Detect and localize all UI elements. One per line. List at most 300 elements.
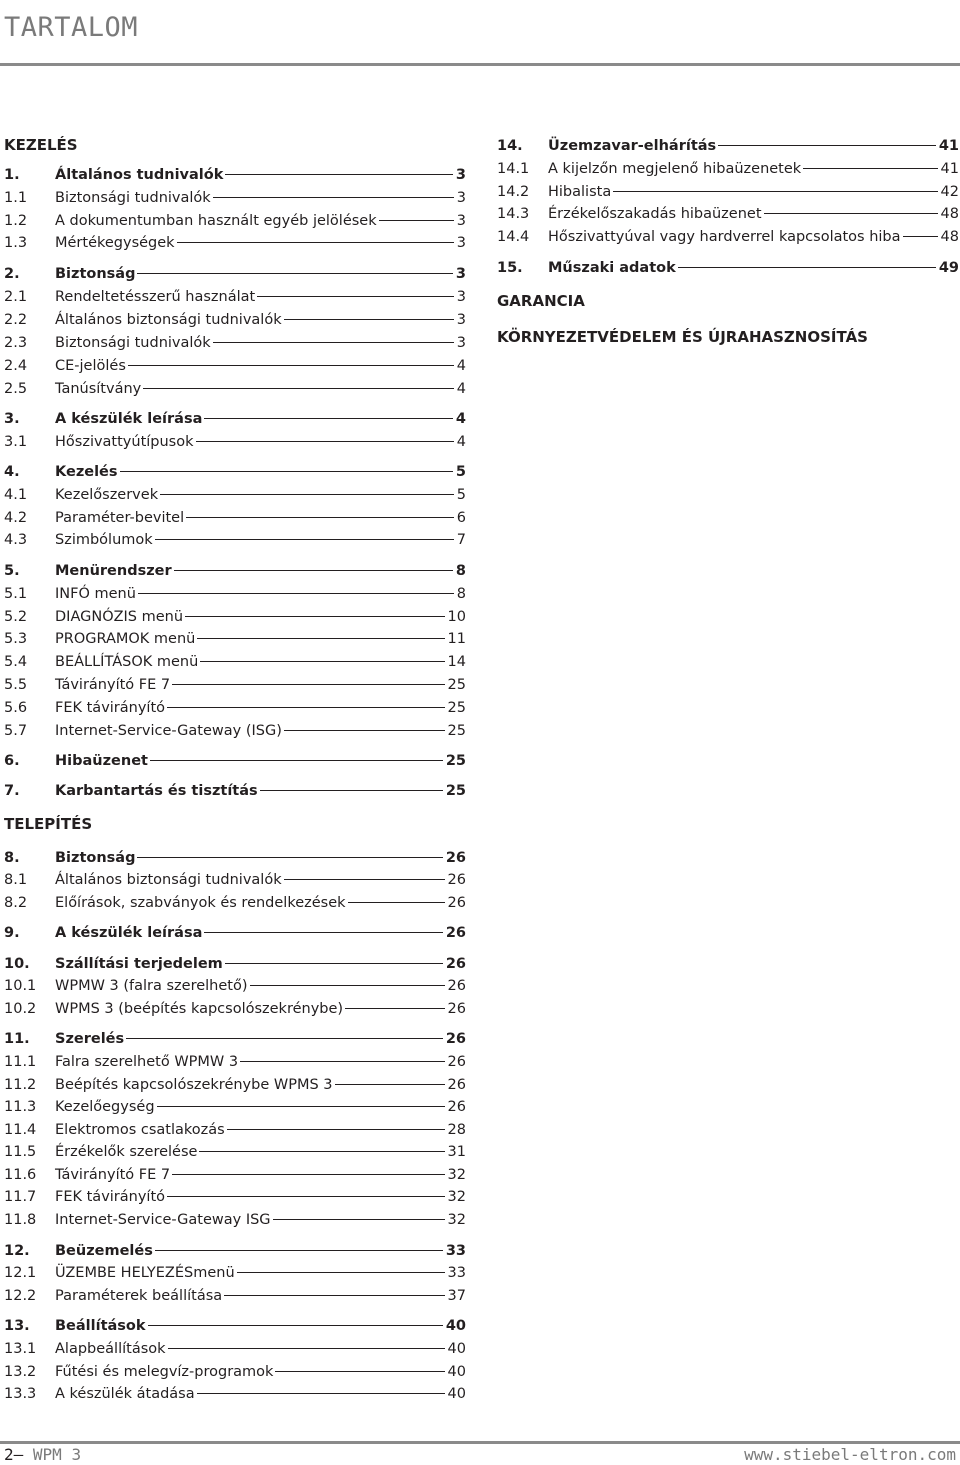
toc-entry-body [55, 1209, 466, 1231]
toc-entry-title: Előírások, szabványok és rendelkezések [55, 895, 346, 911]
toc-entry-title: CE-jelölés [55, 358, 126, 374]
toc-entry[interactable] [4, 1141, 466, 1163]
toc-entry-body [548, 257, 959, 279]
toc-entry-title: ÜZEMBE HELYEZÉSmenü [55, 1265, 235, 1281]
toc-entry-page: 25 [445, 783, 466, 799]
toc-entry[interactable] [4, 286, 466, 308]
toc-entry[interactable] [497, 158, 959, 180]
toc-entry-number: 2.2 [4, 312, 28, 328]
toc-entry[interactable] [4, 431, 466, 453]
toc-entry-title: FEK távirányító [55, 1189, 166, 1205]
toc-leader-line [240, 1061, 444, 1062]
toc-leader-line [213, 197, 454, 198]
toc-entry-number: 13.1 [4, 1341, 37, 1357]
toc-leader-line [155, 539, 454, 540]
toc-leader-line [167, 707, 445, 708]
toc-entry[interactable] [4, 355, 466, 377]
toc-entry[interactable] [4, 1209, 466, 1231]
toc-entry-number: 3.1 [4, 434, 28, 450]
toc-entry-body [55, 529, 466, 551]
toc-leader-line [284, 319, 454, 320]
toc-section-heading[interactable]: KÖRNYEZETVÉDELEM ÉS ÚJRAHASZNOSÍTÁS [497, 328, 868, 346]
toc-leader-line [137, 857, 442, 858]
toc-entry-body [548, 203, 959, 225]
toc-entry-number: 11.3 [4, 1099, 37, 1115]
toc-entry-number: 1.2 [4, 213, 28, 229]
toc-entry[interactable] [4, 1315, 466, 1337]
page-title: TARTALOM [4, 12, 139, 43]
toc-entry-page: 33 [445, 1243, 466, 1259]
toc-entry[interactable] [4, 1051, 466, 1073]
toc-entry-page: 3 [456, 190, 466, 206]
toc-entry-page: 3 [455, 266, 466, 282]
title-divider [0, 63, 960, 66]
toc-entry-body [55, 1338, 466, 1360]
toc-section-heading[interactable]: KEZELÉS [4, 136, 78, 154]
toc-leader-line [186, 517, 454, 518]
toc-section-heading[interactable]: GARANCIA [497, 292, 585, 310]
toc-leader-line [237, 1272, 445, 1273]
toc-entry-page: 41 [940, 161, 959, 177]
toc-entry[interactable] [4, 332, 466, 354]
toc-entry-number: 4.1 [4, 487, 28, 503]
toc-entry-body [55, 651, 466, 673]
toc-entry-body [55, 232, 466, 254]
toc-entry-number: 5.3 [4, 631, 28, 647]
toc-leader-line [177, 242, 454, 243]
toc-leader-line [172, 1174, 444, 1175]
toc-entry-number: 5.5 [4, 677, 28, 693]
toc-entry-body [55, 378, 466, 400]
toc-leader-line [128, 365, 454, 366]
toc-entry-title: Hőszivattyútípusok [55, 434, 194, 450]
toc-entry-page: 40 [445, 1318, 466, 1334]
toc-entry[interactable] [497, 257, 959, 279]
toc-entry-body [548, 135, 959, 157]
toc-entry-title: PROGRAMOK menü [55, 631, 196, 647]
footer-page-info [4, 1445, 81, 1464]
toc-leader-line [143, 388, 454, 389]
toc-entry[interactable] [4, 1240, 466, 1262]
toc-entry-number: 11.1 [4, 1054, 37, 1070]
toc-leader-line [204, 932, 442, 933]
toc-entry-body [55, 1028, 466, 1050]
toc-entry[interactable] [4, 720, 466, 742]
toc-leader-line [225, 963, 443, 964]
toc-entry-page: 26 [445, 925, 466, 941]
toc-entry-page: 32 [447, 1189, 466, 1205]
toc-section-heading[interactable]: TELEPÍTÉS [4, 815, 93, 833]
toc-entry-page: 5 [455, 464, 466, 480]
toc-entry-page: 26 [447, 1001, 466, 1017]
toc-entry-title: Biztonság [55, 850, 136, 866]
toc-entry-page: 4 [455, 411, 466, 427]
toc-entry-body [55, 286, 466, 308]
toc-entry-number: 3. [4, 411, 20, 427]
toc-entry-number: 11.4 [4, 1122, 37, 1138]
toc-entry-title: FEK távirányító [55, 700, 166, 716]
toc-entry-page: 32 [447, 1212, 466, 1228]
toc-entry-body [55, 1285, 466, 1307]
toc-entry[interactable] [4, 461, 466, 483]
toc-leader-line [225, 174, 453, 175]
toc-entry-body [55, 187, 466, 209]
toc-entry[interactable] [4, 1164, 466, 1186]
toc-entry-title: BEÁLLÍTÁSOK menü [55, 654, 199, 670]
toc-leader-line [137, 273, 452, 274]
toc-entry-page: 3 [456, 213, 466, 229]
toc-entry[interactable] [497, 181, 959, 203]
toc-entry-number: 11.7 [4, 1189, 37, 1205]
toc-leader-line [168, 1348, 445, 1349]
toc-leader-line [284, 730, 445, 731]
toc-entry-number: 1.3 [4, 235, 28, 251]
toc-leader-line [199, 1151, 444, 1152]
toc-entry-page: 3 [455, 167, 466, 183]
toc-entry-page: 41 [938, 138, 959, 154]
toc-entry-body [548, 226, 959, 248]
toc-entry-body [55, 975, 466, 997]
toc-entry-number: 8.2 [4, 895, 28, 911]
toc-entry-body [55, 1383, 466, 1405]
toc-entry-body [55, 953, 466, 975]
toc-entry[interactable] [4, 697, 466, 719]
toc-entry-title: Távirányító FE 7 [55, 677, 171, 693]
toc-leader-line [718, 145, 936, 146]
toc-leader-line [379, 220, 454, 221]
toc-entry-title: A készülék átadása [55, 1386, 195, 1402]
toc-entry-page: 10 [447, 609, 466, 625]
toc-leader-line [155, 1250, 443, 1251]
toc-entry-title: WPMW 3 (falra szerelhető) [55, 978, 248, 994]
toc-entry-page: 3 [456, 289, 466, 305]
toc-entry[interactable] [4, 187, 466, 209]
toc-entry-body [55, 1141, 466, 1163]
toc-entry-page: 48 [940, 229, 959, 245]
toc-leader-line [120, 471, 453, 472]
footer-url[interactable]: www.stiebel-eltron.com [744, 1445, 956, 1464]
toc-entry-page: 4 [456, 434, 466, 450]
toc-entry[interactable] [4, 263, 466, 285]
toc-entry-number: 5.7 [4, 723, 28, 739]
toc-entry[interactable] [4, 628, 466, 650]
toc-entry[interactable] [4, 1285, 466, 1307]
toc-entry-page: 32 [447, 1167, 466, 1183]
toc-entry-page: 37 [447, 1288, 466, 1304]
toc-entry-number: 10.2 [4, 1001, 37, 1017]
toc-entry-number: 2.1 [4, 289, 28, 305]
toc-entry-page: 14 [447, 654, 466, 670]
toc-entry-title: A dokumentumban használt egyéb jelölések [55, 213, 377, 229]
toc-entry[interactable] [4, 484, 466, 506]
toc-entry-title: Kezelés [55, 464, 118, 480]
toc-entry-title: Menürendszer [55, 563, 172, 579]
toc-leader-line [335, 1084, 445, 1085]
toc-entry-title: Hibalista [548, 184, 612, 200]
toc-entry-page: 49 [938, 260, 959, 276]
toc-entry[interactable] [4, 674, 466, 696]
toc-leader-line [213, 342, 454, 343]
toc-entry-page: 40 [447, 1386, 466, 1402]
toc-leader-line [224, 1295, 444, 1296]
toc-entry-title: Általános biztonsági tudnivalók [55, 312, 282, 328]
toc-entry-title: A készülék leírása [55, 411, 203, 427]
toc-entry-body [55, 922, 466, 944]
toc-leader-line [348, 902, 445, 903]
toc-entry[interactable] [497, 203, 959, 225]
toc-leader-line [160, 494, 454, 495]
toc-entry-page: 31 [447, 1144, 466, 1160]
toc-entry-number: 12.2 [4, 1288, 37, 1304]
toc-entry-page: 48 [940, 206, 959, 222]
toc-entry-title: Érzékelők szerelése [55, 1144, 198, 1160]
toc-entry[interactable] [4, 507, 466, 529]
toc-entry-body [55, 1315, 466, 1337]
toc-entry[interactable] [4, 164, 466, 186]
toc-entry-body [55, 720, 466, 742]
toc-entry-number: 14.2 [497, 184, 530, 200]
toc-entry[interactable] [4, 378, 466, 400]
toc-entry-number: 13.2 [4, 1364, 37, 1380]
toc-entry-page: 8 [455, 563, 466, 579]
toc-entry-body [55, 1361, 466, 1383]
toc-entry-body [55, 355, 466, 377]
toc-entry-body [55, 697, 466, 719]
toc-entry[interactable] [4, 1383, 466, 1405]
toc-entry-title: Távirányító FE 7 [55, 1167, 171, 1183]
toc-entry[interactable] [4, 309, 466, 331]
toc-entry-page: 11 [447, 631, 466, 647]
toc-entry-body [55, 1119, 466, 1141]
toc-entry[interactable] [4, 1096, 466, 1118]
toc-entry-body [55, 431, 466, 453]
toc-entry-page: 26 [445, 850, 466, 866]
toc-entry[interactable] [497, 135, 959, 157]
toc-entry-title: Kezelőegység [55, 1099, 155, 1115]
toc-entry-body [55, 998, 466, 1020]
toc-entry-body [55, 461, 466, 483]
footer-divider [0, 1441, 960, 1444]
toc-entry-number: 4.3 [4, 532, 28, 548]
toc-entry-body [55, 583, 466, 605]
toc-entry[interactable] [4, 998, 466, 1020]
toc-entry-body [55, 507, 466, 529]
toc-entry-number: 11.8 [4, 1212, 37, 1228]
toc-entry-page: 7 [456, 532, 466, 548]
toc-leader-line [250, 985, 445, 986]
toc-entry[interactable] [4, 210, 466, 232]
toc-leader-line [150, 760, 443, 761]
toc-entry[interactable] [4, 892, 466, 914]
toc-entry-number: 13.3 [4, 1386, 37, 1402]
toc-entry-page: 8 [456, 586, 466, 602]
toc-leader-line [174, 570, 453, 571]
toc-entry[interactable] [4, 1186, 466, 1208]
toc-leader-line [196, 441, 454, 442]
toc-entry-number: 10. [4, 956, 30, 972]
toc-entry-body [55, 1164, 466, 1186]
toc-entry-title: Internet-Service-Gateway ISG [55, 1212, 271, 1228]
toc-leader-line [197, 638, 444, 639]
toc-entry[interactable] [4, 975, 466, 997]
toc-entry[interactable] [4, 780, 466, 802]
toc-entry[interactable] [4, 651, 466, 673]
footer-document-name: WPM 3 [23, 1445, 82, 1464]
toc-entry-title: A készülék leírása [55, 925, 203, 941]
toc-entry[interactable] [4, 1361, 466, 1383]
toc-entry-title: Beépítés kapcsolószekrénybe WPMS 3 [55, 1077, 333, 1093]
toc-entry[interactable] [4, 1028, 466, 1050]
toc-entry-title: Szerelés [55, 1031, 125, 1047]
toc-entry-number: 5.6 [4, 700, 28, 716]
toc-entry-title: Általános tudnivalók [55, 167, 224, 183]
toc-entry-body [55, 263, 466, 285]
toc-entry[interactable] [4, 869, 466, 891]
toc-entry-body [55, 606, 466, 628]
toc-leader-line [803, 168, 937, 169]
toc-leader-line [148, 1325, 443, 1326]
toc-entry-body [55, 1074, 466, 1096]
toc-entry-title: DIAGNÓZIS menü [55, 609, 184, 625]
toc-entry-body [55, 628, 466, 650]
toc-leader-line [345, 1008, 444, 1009]
toc-entry-number: 14.3 [497, 206, 530, 222]
toc-entry-title: Általános biztonsági tudnivalók [55, 872, 282, 888]
toc-leader-line [197, 1393, 445, 1394]
toc-entry-title: Üzemzavar-elhárítás [548, 138, 717, 154]
toc-entry-title: Hibaüzenet [55, 753, 148, 769]
toc-entry-number: 13. [4, 1318, 30, 1334]
toc-entry[interactable] [4, 606, 466, 628]
toc-leader-line [764, 213, 938, 214]
toc-entry-title: INFÓ menü [55, 586, 136, 602]
toc-entry-body [55, 309, 466, 331]
toc-entry-title: A kijelzőn megjelenő hibaüzenetek [548, 161, 802, 177]
toc-entry-title: Paraméterek beállítása [55, 1288, 223, 1304]
toc-entry-number: 2.4 [4, 358, 28, 374]
toc-entry[interactable] [4, 232, 466, 254]
toc-entry-number: 5.2 [4, 609, 28, 625]
toc-leader-line [260, 790, 443, 791]
toc-entry[interactable] [4, 953, 466, 975]
toc-entry-page: 26 [447, 1099, 466, 1115]
toc-entry-title: Kezelőszervek [55, 487, 159, 503]
toc-entry-title: Biztonság [55, 266, 136, 282]
toc-entry-title: Beüzemelés [55, 1243, 153, 1259]
toc-entry-title: Beállítások [55, 1318, 146, 1334]
toc-entry-body [55, 332, 466, 354]
toc-entry-page: 25 [445, 753, 466, 769]
toc-entry-number: 1.1 [4, 190, 28, 206]
toc-entry[interactable] [4, 847, 466, 869]
toc-entry-body [55, 674, 466, 696]
toc-entry-page: 40 [447, 1364, 466, 1380]
toc-entry-body [55, 1051, 466, 1073]
toc-entry-body [55, 1096, 466, 1118]
toc-entry[interactable] [4, 750, 466, 772]
toc-entry-number: 4. [4, 464, 20, 480]
toc-leader-line [903, 236, 938, 237]
toc-entry-body [55, 847, 466, 869]
toc-entry-body [55, 164, 466, 186]
toc-entry[interactable] [4, 1262, 466, 1284]
toc-entry-number: 9. [4, 925, 20, 941]
toc-leader-line [126, 1038, 443, 1039]
toc-entry-body [55, 869, 466, 891]
toc-leader-line [275, 1371, 444, 1372]
toc-entry-number: 1. [4, 167, 20, 183]
toc-entry-title: Szimbólumok [55, 532, 153, 548]
toc-entry-page: 4 [456, 381, 466, 397]
toc-entry-title: Falra szerelhető WPMW 3 [55, 1054, 239, 1070]
toc-entry-number: 14.1 [497, 161, 530, 177]
toc-entry-number: 5. [4, 563, 20, 579]
toc-entry-page: 26 [447, 1077, 466, 1093]
toc-entry-number: 11.6 [4, 1167, 37, 1183]
toc-entry-title: Fűtési és melegvíz-programok [55, 1364, 274, 1380]
toc-entry-number: 14. [497, 138, 523, 154]
toc-leader-line [185, 616, 444, 617]
toc-entry-number: 4.2 [4, 510, 28, 526]
toc-entry-title: Karbantartás és tisztítás [55, 783, 258, 799]
toc-entry-page: 26 [447, 895, 466, 911]
toc-entry-body [548, 181, 959, 203]
toc-entry-page: 26 [447, 1054, 466, 1070]
toc-entry[interactable] [4, 922, 466, 944]
toc-entry-body [55, 892, 466, 914]
toc-entry-number: 7. [4, 783, 20, 799]
toc-entry[interactable] [4, 1119, 466, 1141]
toc-entry-number: 2. [4, 266, 20, 282]
toc-entry[interactable] [4, 560, 466, 582]
toc-leader-line [157, 1106, 445, 1107]
toc-entry-title: Mértékegységek [55, 235, 175, 251]
toc-entry-page: 3 [456, 312, 466, 328]
toc-entry-page: 5 [456, 487, 466, 503]
toc-entry[interactable] [4, 408, 466, 430]
toc-entry-number: 5.4 [4, 654, 28, 670]
toc-entry-body [55, 1186, 466, 1208]
toc-leader-line [613, 191, 937, 192]
toc-entry-number: 11.2 [4, 1077, 37, 1093]
toc-entry-title: Alapbeállítások [55, 1341, 166, 1357]
toc-entry-page: 6 [456, 510, 466, 526]
toc-entry[interactable] [4, 529, 466, 551]
toc-entry-number: 11. [4, 1031, 30, 1047]
toc-entry-number: 8.1 [4, 872, 28, 888]
toc-entry-title: Paraméter-bevitel [55, 510, 185, 526]
toc-entry-page: 26 [447, 978, 466, 994]
toc-entry-body [548, 158, 959, 180]
toc-entry[interactable] [4, 1338, 466, 1360]
toc-entry[interactable] [4, 1074, 466, 1096]
toc-entry-number: 5.1 [4, 586, 28, 602]
toc-leader-line [227, 1129, 445, 1130]
toc-entry-body [55, 210, 466, 232]
toc-entry-title: Biztonsági tudnivalók [55, 190, 211, 206]
toc-entry-body [55, 1262, 466, 1284]
toc-entry-number: 12. [4, 1243, 30, 1259]
footer-separator: — [13, 1445, 24, 1464]
toc-entry-page: 3 [456, 335, 466, 351]
toc-entry[interactable] [497, 226, 959, 248]
toc-leader-line [678, 267, 936, 268]
toc-entry-number: 6. [4, 753, 20, 769]
toc-entry[interactable] [4, 583, 466, 605]
toc-leader-line [138, 593, 454, 594]
toc-entry-body [55, 408, 466, 430]
toc-entry-title: Szállítási terjedelem [55, 956, 223, 972]
